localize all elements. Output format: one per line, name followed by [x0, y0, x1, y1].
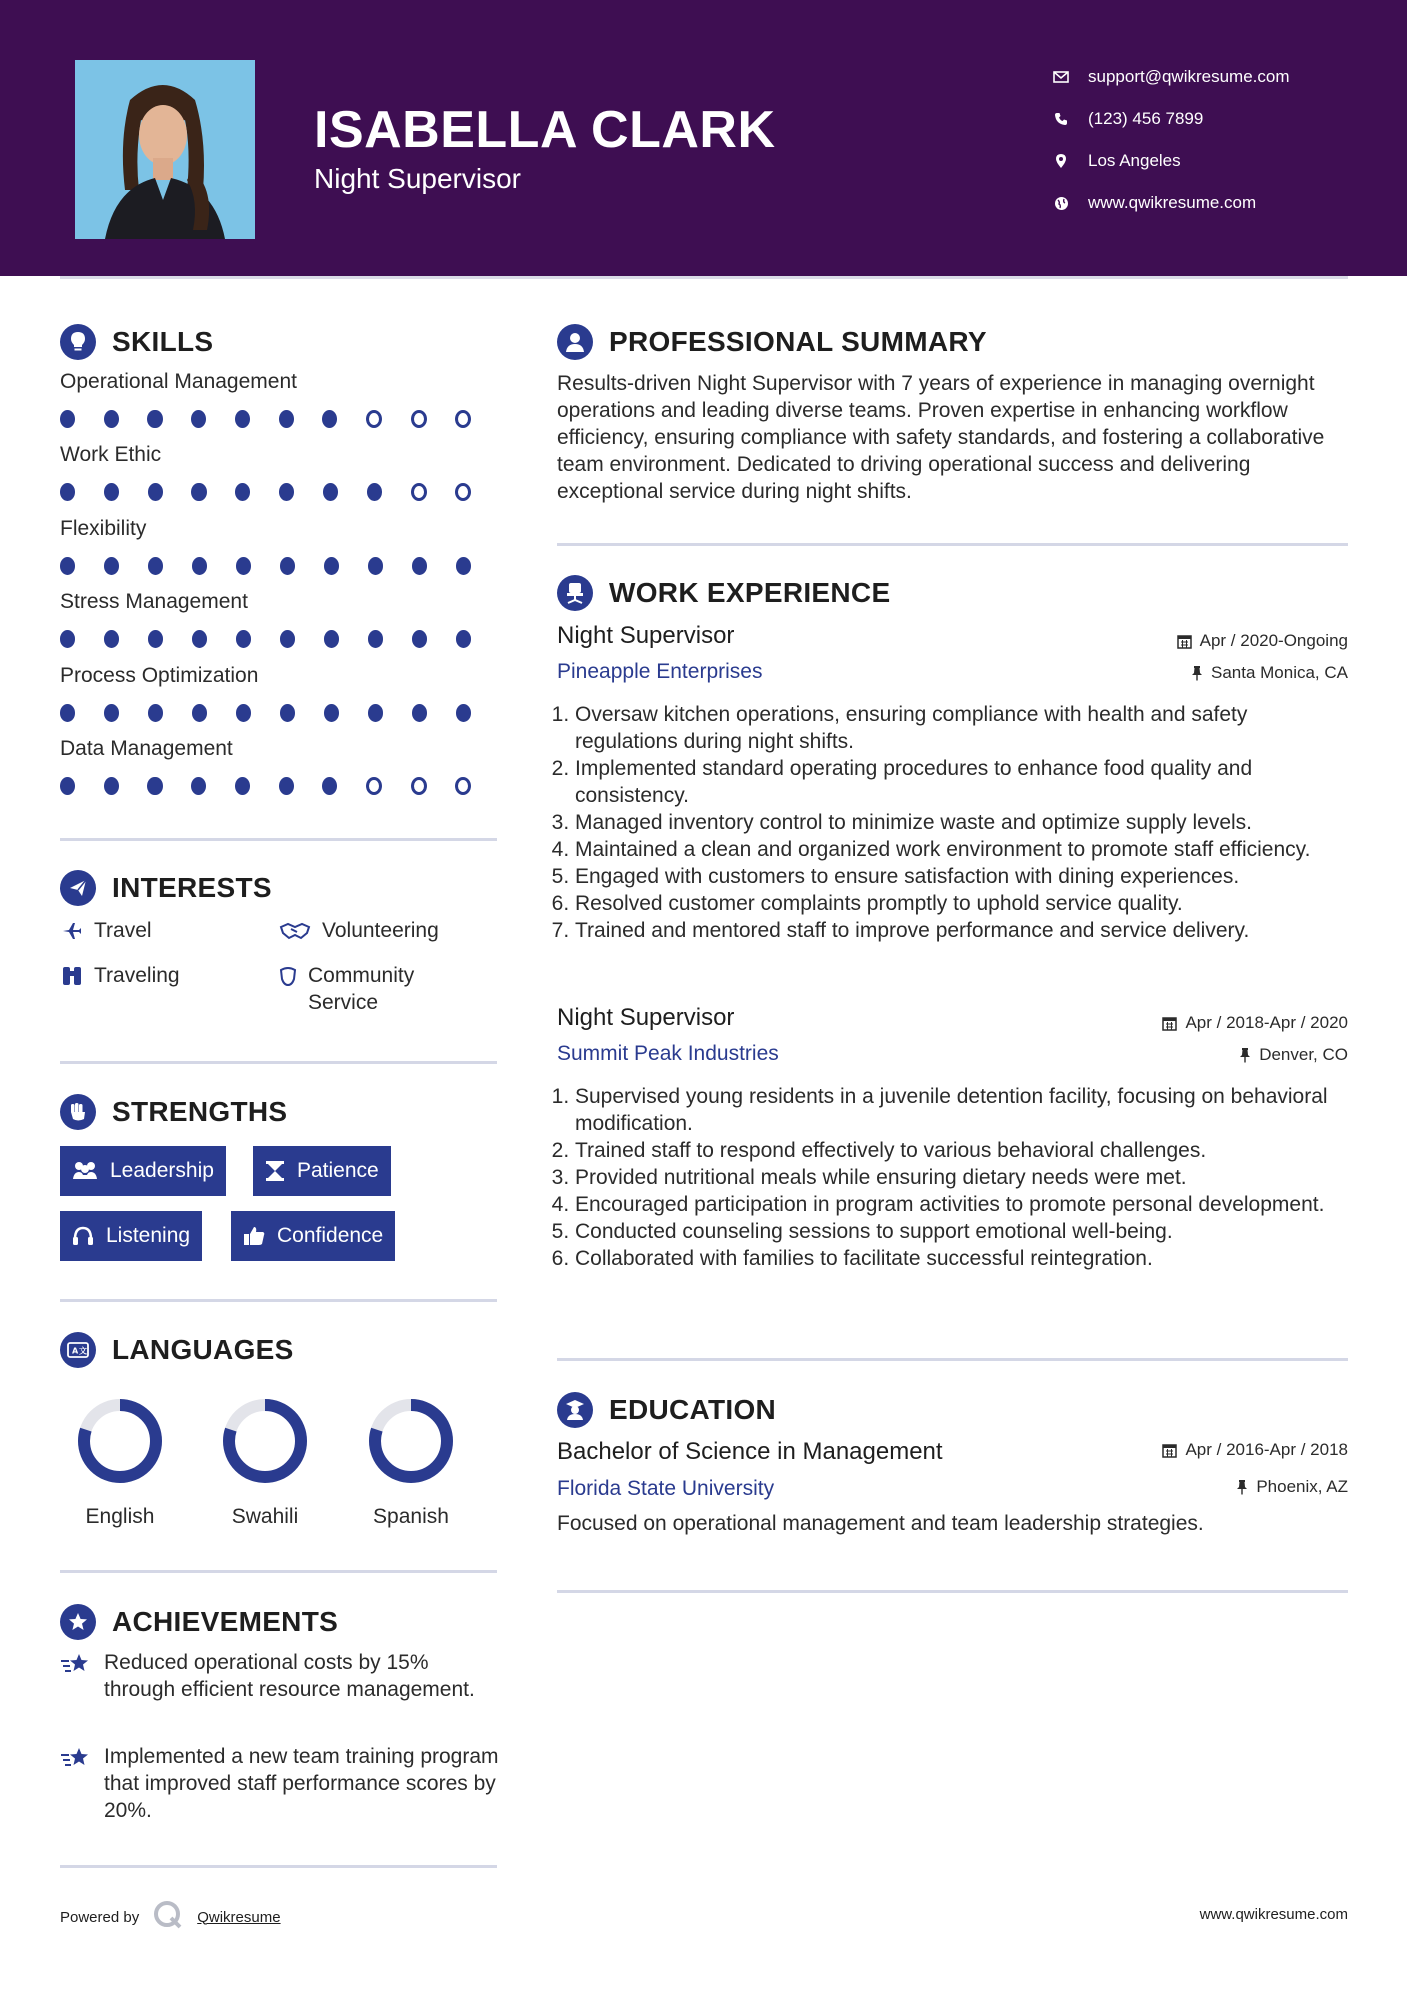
job-company: Summit Peak Industries: [557, 1042, 779, 1065]
achievement-item: [60, 1649, 500, 1703]
achievement-text: Implemented a new team training program that improved staff performance scores by 20%.: [104, 1745, 499, 1822]
duty-item: 3. Provided nutritional meals while ensuring dietary needs were met.: [575, 1164, 1352, 1191]
job-title: Night Supervisor: [557, 622, 735, 649]
hand-icon: [278, 962, 298, 989]
rating-dot-empty: [366, 777, 382, 795]
contact-email[interactable]: [1050, 56, 1290, 98]
rating-dot-filled: [456, 704, 471, 722]
rating-dot-filled: [279, 410, 294, 428]
envelope-icon: [1050, 66, 1072, 88]
rating-dot-filled: [148, 630, 163, 648]
skill-rating: [60, 777, 500, 795]
rating-dot-filled: [280, 630, 295, 648]
rating-dot-filled: [60, 410, 75, 428]
language-item: [60, 1396, 180, 1529]
rating-dot-filled: [236, 630, 251, 648]
rating-dot-filled: [235, 410, 250, 428]
rating-dot-filled: [235, 777, 250, 795]
contact-list: [1050, 56, 1290, 224]
users-icon: [72, 1161, 98, 1181]
rating-dot-filled: [322, 410, 337, 428]
summary-heading: [557, 324, 987, 360]
plane-icon: [60, 917, 84, 944]
contact-website[interactable]: [1050, 182, 1290, 224]
rating-dot-filled: [192, 557, 207, 575]
svg-text:文: 文: [79, 1346, 88, 1356]
rating-dot-filled: [104, 483, 119, 501]
skills-heading: [60, 324, 213, 360]
svg-text:A: A: [72, 1346, 79, 1356]
job-dates-text: Apr / 2018-Apr / 2020: [1185, 1013, 1348, 1032]
lightbulb-icon: [60, 324, 96, 360]
rating-dot-filled: [324, 704, 339, 722]
education-title: EDUCATION: [609, 1394, 777, 1425]
user-icon: [557, 324, 593, 360]
language-name: Spanish: [373, 1505, 449, 1528]
graduate-icon: [557, 1392, 593, 1428]
duty-item: 7. Trained and mentored staff to improve performance and service delivery.: [575, 917, 1352, 944]
language-item: [205, 1396, 325, 1529]
achievement-text: Reduced operational costs by 15% through efficient resource management.: [104, 1651, 475, 1701]
language-level-ring: [75, 1396, 165, 1486]
duty-item: 6. Collaborated with families to facilitate successful reintegration.: [575, 1245, 1352, 1272]
divider: [60, 1299, 497, 1302]
job-duties-list: [557, 701, 1352, 944]
language-icon: [60, 1332, 96, 1368]
education-location: [1236, 1477, 1348, 1497]
interests-heading: [60, 870, 272, 906]
rating-dot-filled: [191, 777, 206, 795]
job-location: [1239, 1045, 1348, 1065]
hourglass-icon: [265, 1160, 285, 1182]
divider: [60, 1061, 497, 1064]
rating-dot-empty: [455, 777, 471, 795]
contact-website-text: www.qwikresume.com: [1088, 193, 1257, 212]
office-chair-icon: [557, 575, 593, 611]
strength-label: Confidence: [277, 1224, 384, 1247]
binoculars-icon: [60, 962, 84, 989]
rating-dot-empty: [411, 777, 427, 795]
shooting-star-icon: [60, 1649, 94, 1703]
job-location-text: Santa Monica, CA: [1210, 663, 1348, 682]
rating-dot-filled: [456, 557, 471, 575]
rating-dot-filled: [412, 704, 427, 722]
duty-item: 6. Resolved customer complaints promptly to uphold service quality.: [575, 890, 1352, 917]
summary-title: PROFESSIONAL SUMMARY: [609, 326, 987, 357]
summary-text: Results-driven Night Supervisor with 7 years of experience in managing overnight operations and leading diverse teams. Proven expertise in enhancing workflow efficiency, ensuring compliance with safety standards, and fostering a collaborative team environment. Dedicated to driving operational success and delivering exceptional service during night shifts.: [557, 372, 1325, 503]
pushpin-icon: [1236, 1479, 1248, 1495]
interest-item: [278, 962, 458, 1016]
rating-dot-filled: [323, 483, 338, 501]
rating-dot-filled: [192, 630, 207, 648]
header-banner: [0, 0, 1407, 276]
rating-dot-filled: [279, 483, 294, 501]
school-name: Florida State University: [557, 1477, 775, 1500]
rating-dot-filled: [412, 557, 427, 575]
interest-item: [60, 962, 180, 989]
rating-dot-filled: [148, 557, 163, 575]
job-dates: [1177, 631, 1348, 651]
skill-row: [60, 370, 500, 428]
language-item: [351, 1396, 471, 1529]
rating-dot-empty: [411, 410, 427, 428]
duty-item: 1. Oversaw kitchen operations, ensuring compliance with health and safety regulations during night shifts.: [575, 701, 1352, 755]
rating-dot-filled: [322, 777, 337, 795]
duty-item: 3. Managed inventory control to minimize waste and optimize supply levels.: [575, 809, 1352, 836]
job-dates: [1162, 1013, 1348, 1033]
handshake-icon: [278, 917, 312, 944]
duty-item: 5. Conducted counseling sessions to support emotional well-being.: [575, 1218, 1352, 1245]
rating-dot-filled: [192, 704, 207, 722]
rating-dot-filled: [279, 777, 294, 795]
achievements-heading: [60, 1604, 338, 1640]
contact-location-text: Los Angeles: [1088, 151, 1181, 170]
thumbs-up-icon: [243, 1226, 265, 1246]
strength-tag: [253, 1146, 391, 1196]
rating-dot-filled: [324, 557, 339, 575]
footer-url[interactable]: www.qwikresume.com: [1199, 1906, 1348, 1923]
rating-dot-filled: [60, 777, 75, 795]
achievements-title: ACHIEVEMENTS: [112, 1606, 339, 1637]
strength-tag: [60, 1211, 202, 1261]
duty-item: 5. Engaged with customers to ensure satisfaction with dining experiences.: [575, 863, 1352, 890]
brand-link[interactable]: Qwikresume: [197, 1908, 281, 1926]
rating-dot-filled: [368, 704, 383, 722]
location-pin-icon: [1050, 150, 1072, 172]
job-company: Pineapple Enterprises: [557, 660, 763, 683]
divider: [557, 1590, 1348, 1593]
interest-label: Volunteering: [322, 919, 439, 942]
headphones-icon: [72, 1226, 94, 1246]
rating-dot-filled: [147, 410, 162, 428]
interests-title: INTERESTS: [112, 872, 272, 903]
rating-dot-filled: [324, 630, 339, 648]
languages-heading: [60, 1332, 294, 1368]
calendar-icon: [1162, 1016, 1177, 1031]
strength-label: Leadership: [110, 1159, 214, 1182]
contact-location: [1050, 140, 1290, 182]
education-dates: [1162, 1440, 1348, 1460]
strength-label: Patience: [297, 1159, 379, 1182]
paper-plane-icon: [60, 870, 96, 906]
qwikresume-logo-icon: [153, 1900, 183, 1934]
candidate-role: Night Supervisor: [314, 163, 521, 194]
education-location-text: Phoenix, AZ: [1256, 1477, 1348, 1496]
rating-dot-filled: [280, 557, 295, 575]
rating-dot-filled: [60, 630, 75, 648]
candidate-name: ISABELLA CLARK: [314, 101, 776, 159]
calendar-icon: [1162, 1443, 1177, 1458]
rating-dot-filled: [104, 410, 119, 428]
skill-name: Stress Management: [60, 590, 248, 614]
rating-dot-filled: [60, 483, 75, 501]
language-level-ring: [366, 1396, 456, 1486]
education-description: Focused on operational management and team leadership strategies.: [557, 1512, 1204, 1535]
pushpin-icon: [1191, 665, 1203, 681]
interest-label: Community Service: [308, 964, 415, 1014]
rating-dot-empty: [455, 483, 471, 501]
education-heading: [557, 1392, 776, 1428]
skill-name: Operational Management: [60, 370, 297, 393]
skill-row: [60, 590, 500, 648]
strength-tag: [231, 1211, 395, 1261]
rating-dot-filled: [104, 704, 119, 722]
skill-name: Flexibility: [60, 516, 147, 540]
skill-rating: [60, 483, 500, 501]
experience-title: WORK EXPERIENCE: [609, 577, 891, 608]
skill-rating: [60, 630, 500, 648]
duty-item: 2. Trained staff to respond effectively to various behavioral challenges.: [575, 1137, 1352, 1164]
job-duties-list: [557, 1083, 1352, 1272]
interest-item: [60, 917, 152, 944]
rating-dot-filled: [147, 777, 162, 795]
interest-label: Traveling: [94, 964, 180, 987]
rating-dot-filled: [148, 483, 163, 501]
pushpin-icon: [1239, 1047, 1251, 1063]
job-location: [1191, 663, 1348, 683]
job-dates-text: Apr / 2020-Ongoing: [1199, 631, 1348, 650]
skill-name: Data Management: [60, 737, 233, 760]
skill-row: [60, 443, 500, 501]
divider: [60, 838, 497, 841]
powered-by-label: Powered by: [60, 1908, 140, 1926]
divider: [60, 1570, 497, 1573]
contact-phone[interactable]: [1050, 98, 1290, 140]
rating-dot-filled: [367, 483, 382, 501]
skill-row: [60, 737, 500, 795]
strength-tag: [60, 1146, 226, 1196]
phone-icon: [1050, 108, 1072, 130]
job-title: Night Supervisor: [557, 1004, 735, 1031]
duty-item: 1. Supervised young residents in a juvenile detention facility, focusing on behavioral modification.: [575, 1083, 1352, 1137]
experience-heading: [557, 575, 890, 611]
skill-name: Work Ethic: [60, 443, 162, 467]
footer-powered-by: [60, 1900, 281, 1934]
contact-email-text: support@qwikresume.com: [1088, 67, 1290, 86]
calendar-icon: [1177, 634, 1192, 649]
skill-row: [60, 664, 500, 722]
strength-label: Listening: [106, 1224, 191, 1247]
divider: [557, 1358, 1348, 1361]
languages-title: LANGUAGES: [112, 1334, 294, 1365]
job-location-text: Denver, CO: [1259, 1045, 1348, 1064]
strengths-heading: [60, 1094, 287, 1130]
rating-dot-filled: [148, 704, 163, 722]
rating-dot-filled: [60, 557, 75, 575]
shooting-star-icon: [60, 1743, 94, 1824]
rating-dot-filled: [412, 630, 427, 648]
rating-dot-filled: [280, 704, 295, 722]
rating-dot-filled: [60, 704, 75, 722]
skill-rating: [60, 410, 500, 428]
rating-dot-filled: [104, 777, 119, 795]
strengths-title: STRENGTHS: [112, 1096, 288, 1127]
contact-phone-text: (123) 456 7899: [1088, 109, 1204, 128]
skill-name: Process Optimization: [60, 663, 259, 687]
rating-dot-filled: [191, 410, 206, 428]
language-level-ring: [220, 1396, 310, 1486]
rating-dot-filled: [191, 483, 206, 501]
rating-dot-empty: [366, 410, 382, 428]
skills-title: SKILLS: [112, 326, 214, 357]
skill-rating: [60, 557, 500, 575]
language-name: Swahili: [231, 1505, 299, 1528]
rating-dot-filled: [104, 557, 119, 575]
skill-row: [60, 517, 500, 575]
rating-dot-empty: [455, 410, 471, 428]
rating-dot-filled: [368, 557, 383, 575]
education-dates-text: Apr / 2016-Apr / 2018: [1185, 1440, 1348, 1459]
rating-dot-filled: [236, 704, 251, 722]
divider: [60, 1865, 497, 1868]
rating-dot-filled: [368, 630, 383, 648]
fist-icon: [60, 1094, 96, 1130]
achievement-item: [60, 1743, 500, 1824]
skill-rating: [60, 704, 500, 722]
profile-photo: [75, 60, 255, 239]
star-badge-icon: [60, 1604, 96, 1640]
divider: [557, 543, 1348, 546]
duty-item: 2. Implemented standard operating procedures to enhance food quality and consistency.: [575, 755, 1352, 809]
rating-dot-filled: [456, 630, 471, 648]
interest-item: [278, 917, 439, 944]
duty-item: 4. Encouraged participation in program activities to promote personal development.: [575, 1191, 1352, 1218]
rating-dot-filled: [235, 483, 250, 501]
rating-dot-empty: [411, 483, 427, 501]
degree-title: Bachelor of Science in Management: [557, 1438, 943, 1465]
interest-label: Travel: [94, 919, 152, 942]
rating-dot-filled: [104, 630, 119, 648]
language-name: English: [85, 1505, 155, 1528]
rating-dot-filled: [236, 557, 251, 575]
header-divider: [60, 276, 1348, 279]
globe-icon: [1050, 192, 1072, 214]
duty-item: 4. Maintained a clean and organized work environment to promote staff efficiency.: [575, 836, 1352, 863]
